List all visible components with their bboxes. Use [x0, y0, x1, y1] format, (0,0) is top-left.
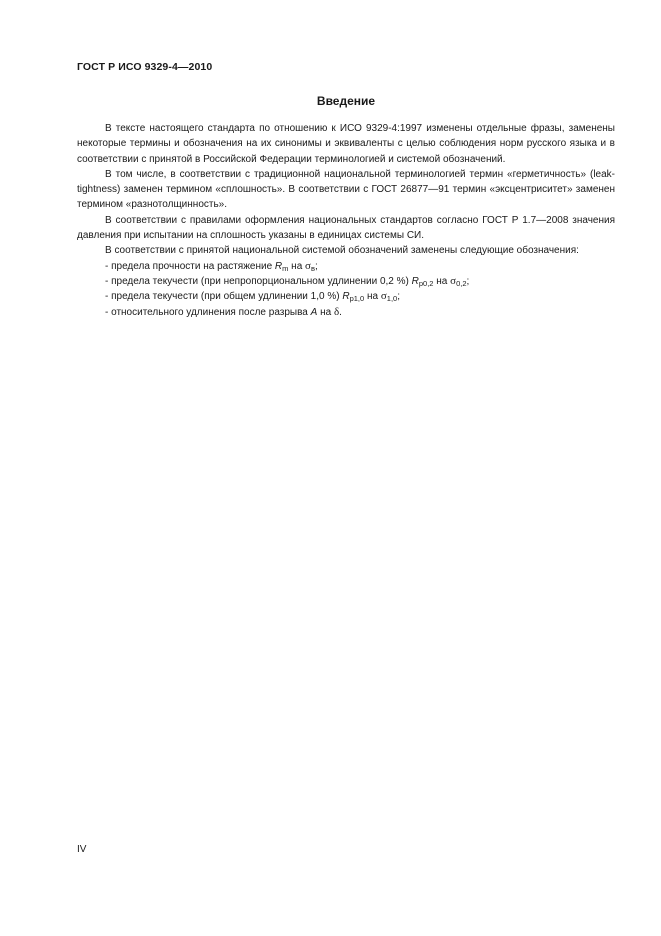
paragraph: В том числе, в соответствии с традиционной национальной терминологией термин «герметичность» (leak-tightness) заменен термином «сплошность». В соответствии с ГОСТ 26877—91 термин «эксцентриситет» заменен термином «разнотолщинность».	[77, 168, 615, 211]
list-item: - предела прочности на растяжение $R_m$ на $\sigma_в$;	[105, 259, 318, 273]
document-header: ГОСТ Р ИСО 9329-4—2010	[77, 61, 213, 73]
notation-list	[77, 259, 615, 320]
list-item: - относительного удлинения после разрыва A на δ.	[105, 305, 342, 318]
body-text	[77, 121, 615, 320]
page-number: IV	[77, 844, 87, 855]
list-item: - предела текучести (при непропорциональном удлинении 0,2 %) $R_{p0,2}$ на $\sigma_{0,2}$;	[105, 274, 470, 288]
list-item: - предела текучести (при общем удлинении 1,0 %) $R_{p1,0}$ на $\sigma_{1,0}$;	[105, 290, 400, 304]
paragraph: В соответствии с принятой национальной системой обозначений заменены следующие обозначения:	[105, 245, 579, 257]
section-title: Введение	[316, 94, 376, 108]
paragraph: В тексте настоящего стандарта по отношению к ИСО 9329-4:1997 изменены отдельные фразы, заменены некоторые термины и обозначения на их синонимы и эквиваленты с целью соблюдения норм русского языка и в соответствии с принятой в Российской Федерации терминологией и системой обозначений.	[77, 123, 615, 165]
paragraph: В соответствии с правилами оформления национальных стандартов согласно ГОСТ Р 1.7—2008 значения давления при испытании на сплошность указаны в единицах системы СИ.	[77, 214, 615, 242]
